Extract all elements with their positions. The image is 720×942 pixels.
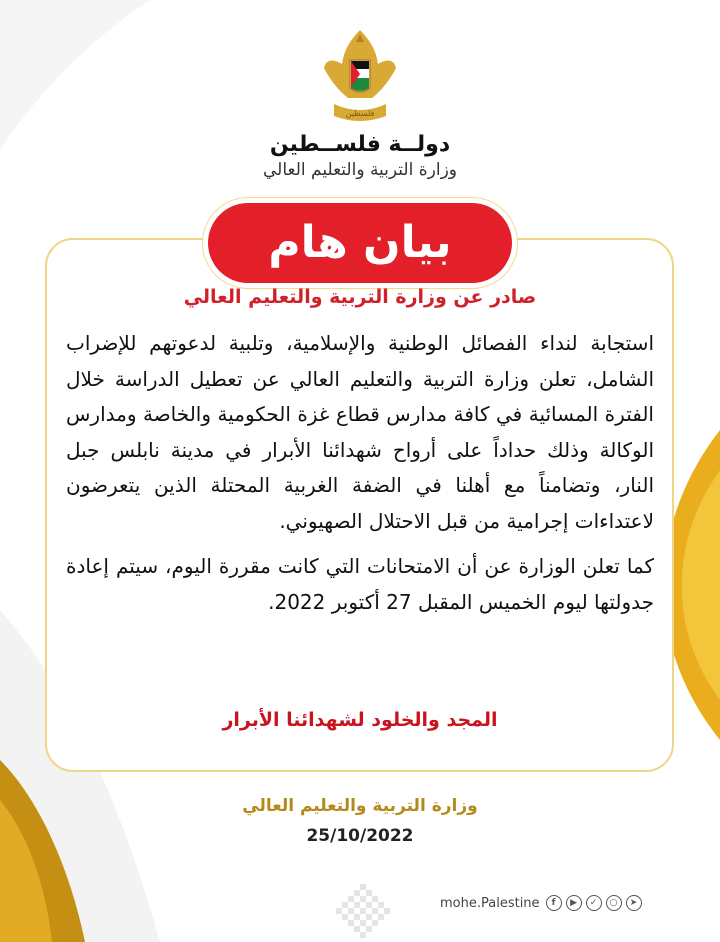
footer-ministry: وزارة التربية والتعليم العالي <box>242 796 478 816</box>
youtube-icon[interactable]: ▶ <box>566 895 582 911</box>
twitter-icon[interactable]: ✓ <box>586 895 602 911</box>
social-handle[interactable]: mohe.Palestine <box>440 895 540 911</box>
emblem-text: فلسطين <box>345 109 375 118</box>
facebook-icon[interactable]: f <box>546 895 562 911</box>
footer-date: 25/10/2022 <box>306 826 414 846</box>
social-bar <box>440 893 642 913</box>
body-paragraph-1: استجابة لنداء الفصائل الوطنية والإسلامية، وتلبية لدعوتهم للإضراب الشامل، تعلن وزارة التربية والتعليم العالي عن تعطيل الدراسة خلال الفترة المسائية في كافة مدارس قطاع غزة الحكومية والخاصة ومدارس الوكالة وذلك حداداً على أرواح شهدائنا الأبرار في مدينة نابلس جبل النار، وتضامناً مع أهلنا في الضفة الغربية المحتلة الذين يتعرضون لاعتداءات إجرامية من قبل الاحتلال الصهيوني. <box>66 331 654 533</box>
embroidery-pattern-icon <box>318 880 408 942</box>
ministry-name: وزارة التربية والتعليم العالي <box>262 160 457 180</box>
body-paragraph-2: كما تعلن الوزارة عن أن الامتحانات التي كانت مقررة اليوم، سيتم إعادة جدولتها ليوم الخميس المقبل 27 أكتوبر 2022. <box>66 554 654 614</box>
eagle-emblem-icon <box>320 20 400 135</box>
title-badge <box>208 203 512 283</box>
state-name: دولــة فلســطين <box>269 132 451 157</box>
closing-slogan: المجد والخلود لشهدائنا الأبرار <box>222 709 498 731</box>
telegram-icon[interactable]: ➤ <box>626 895 642 911</box>
statement-body <box>66 326 654 620</box>
statement-subtitle: صادر عن وزارة التربية والتعليم العالي <box>183 286 537 308</box>
badge-title: بيان هام <box>268 217 452 268</box>
instagram-icon[interactable]: ○ <box>606 895 622 911</box>
